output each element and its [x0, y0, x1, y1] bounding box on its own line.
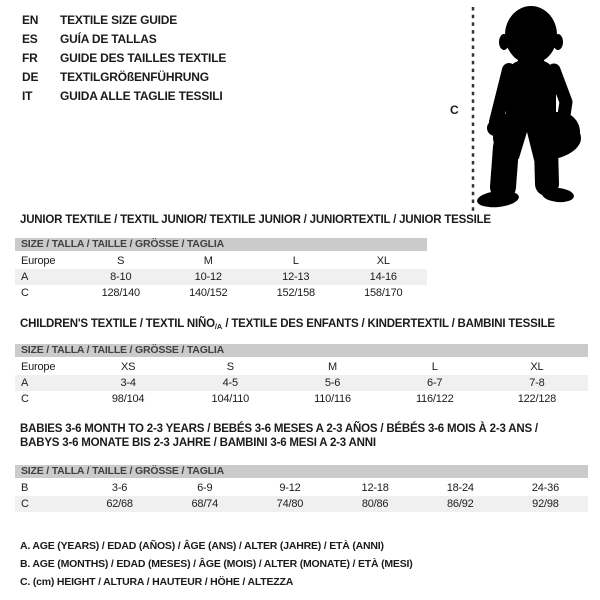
table-row [15, 480, 588, 496]
table-row [15, 391, 588, 407]
table-cell: 140/152 [189, 287, 228, 299]
language-title: GUÍA DE TALLAS [60, 32, 157, 46]
table-cell: M [203, 255, 213, 267]
table-cell: 128/140 [101, 287, 140, 299]
table-cell: 24-36 [531, 482, 560, 494]
babies-title-line1: BABIES 3-6 MONTH TO 2-3 YEARS / BEBÉS 3-6 MESES A 2-3 AÑOS / BÉBÉS 3-6 MOIS À 2-3 ANS / [20, 423, 538, 435]
row-label: C [21, 498, 29, 510]
table-rows [15, 253, 427, 301]
language-title: TEXTILE SIZE GUIDE [60, 13, 178, 27]
size-header-band: SIZE / TALLA / TAILLE / GRÖSSE / TAGLIA [15, 344, 588, 357]
table-cell: 4-5 [222, 377, 238, 389]
babies-title-line2: BABYS 3-6 MONATE BIS 2-3 JAHRE / BAMBINI 3-6 MESI A 2-3 ANNI [20, 437, 376, 449]
children-title-post: / TEXTILE DES ENFANTS / KINDERTEXTIL / BAMBINI TESSILE [222, 318, 555, 330]
table-cell: 104/110 [211, 393, 250, 405]
row-label: A [21, 377, 29, 389]
table-cell: 7-8 [529, 377, 545, 389]
table-cell: 3-6 [111, 482, 128, 494]
table-cell: 158/170 [364, 287, 403, 299]
table-cell: 68/74 [191, 498, 219, 510]
language-row [22, 30, 226, 49]
language-row [22, 87, 226, 106]
table-cell: 86/92 [447, 498, 474, 510]
footnotes [20, 537, 413, 591]
babies-table [15, 465, 588, 512]
table-cell: 80/86 [361, 498, 389, 510]
table-cell: S [117, 255, 125, 267]
table-cell: 6-9 [197, 482, 213, 494]
table-cell: S [226, 361, 234, 373]
height-label-c: C [450, 103, 459, 117]
table-cell: 12-18 [361, 482, 389, 494]
footnote-line: C. (cm) HEIGHT / ALTURA / HAUTEUR / HÖHE / ALTEZZA [20, 576, 294, 588]
children-title-pre: CHILDREN'S TEXTILE / TEXTIL NIÑO [20, 318, 215, 330]
table-rows [15, 480, 588, 512]
children-table [15, 344, 588, 407]
table-cell: 122/128 [517, 393, 557, 405]
language-code: IT [22, 89, 33, 103]
table-cell: XS [120, 361, 136, 373]
junior-table [15, 238, 427, 301]
row-label: Europe [21, 255, 56, 267]
table-cell: 10-12 [194, 271, 222, 283]
table-cell: L [431, 361, 438, 373]
row-label: Europe [21, 361, 56, 373]
row-label: A [21, 271, 29, 283]
row-label: B [21, 482, 29, 494]
language-row [22, 49, 226, 68]
table-cell: 62/68 [106, 498, 133, 510]
language-code: FR [22, 51, 38, 65]
language-title: GUIDA ALLE TAGLIE TESSILI [60, 89, 223, 103]
table-cell: 74/80 [276, 498, 304, 510]
table-cell: 12-13 [282, 271, 310, 283]
language-row [22, 11, 226, 30]
table-cell: M [328, 361, 337, 373]
footnote-line: B. AGE (MONTHS) / EDAD (MESES) / ÂGE (MOIS) / ALTER (MONATE) / ETÀ (MESI) [20, 558, 413, 570]
table-row [15, 496, 588, 512]
table-row [15, 269, 427, 285]
table-cell: 152/158 [276, 287, 315, 299]
table-cell: XL [530, 361, 544, 373]
table-row [15, 253, 427, 269]
table-cell: L [292, 255, 299, 267]
row-label: C [21, 287, 29, 299]
row-label: C [21, 393, 29, 405]
language-code: DE [22, 70, 39, 84]
table-cell: 18-24 [446, 482, 474, 494]
table-cell: 6-7 [427, 377, 443, 389]
language-code: EN [22, 13, 39, 27]
table-cell: 3-4 [120, 377, 136, 389]
children-table-title [20, 317, 555, 334]
junior-table-title: JUNIOR TEXTILE / TEXTIL JUNIOR/ TEXTILE JUNIOR / JUNIORTEXTIL / JUNIOR TESSILE [20, 214, 491, 226]
table-rows [15, 359, 588, 407]
language-title: TEXTILGRÖßENFÜHRUNG [60, 70, 209, 84]
language-row [22, 68, 226, 87]
table-row [15, 359, 588, 375]
babies-table-title [20, 422, 538, 450]
table-cell: 9-12 [279, 482, 301, 494]
children-title-sub: /A [214, 322, 223, 331]
size-header-band: SIZE / TALLA / TAILLE / GRÖSSE / TAGLIA [15, 465, 588, 478]
footnote-line: A. AGE (YEARS) / EDAD (AÑOS) / ÂGE (ANS) / ALTER (JAHRE) / ETÀ (ANNI) [20, 540, 384, 552]
size-header-band: SIZE / TALLA / TAILLE / GRÖSSE / TAGLIA [15, 238, 427, 251]
table-cell: 116/122 [415, 393, 454, 405]
table-cell: 14-16 [369, 271, 397, 283]
table-cell: XL [376, 255, 390, 267]
toddler-silhouette [476, 2, 598, 212]
table-cell: 98/104 [111, 393, 145, 405]
language-code: ES [22, 32, 38, 46]
table-row [15, 285, 427, 301]
table-cell: 5-6 [324, 377, 341, 389]
table-cell: 110/116 [314, 393, 351, 405]
table-cell: 92/98 [532, 498, 559, 510]
language-title-block [22, 11, 226, 106]
language-title: GUIDE DES TAILLES TEXTILE [60, 51, 227, 65]
table-cell: 8-10 [110, 271, 132, 283]
table-row [15, 375, 588, 391]
height-measure-line [471, 7, 475, 212]
